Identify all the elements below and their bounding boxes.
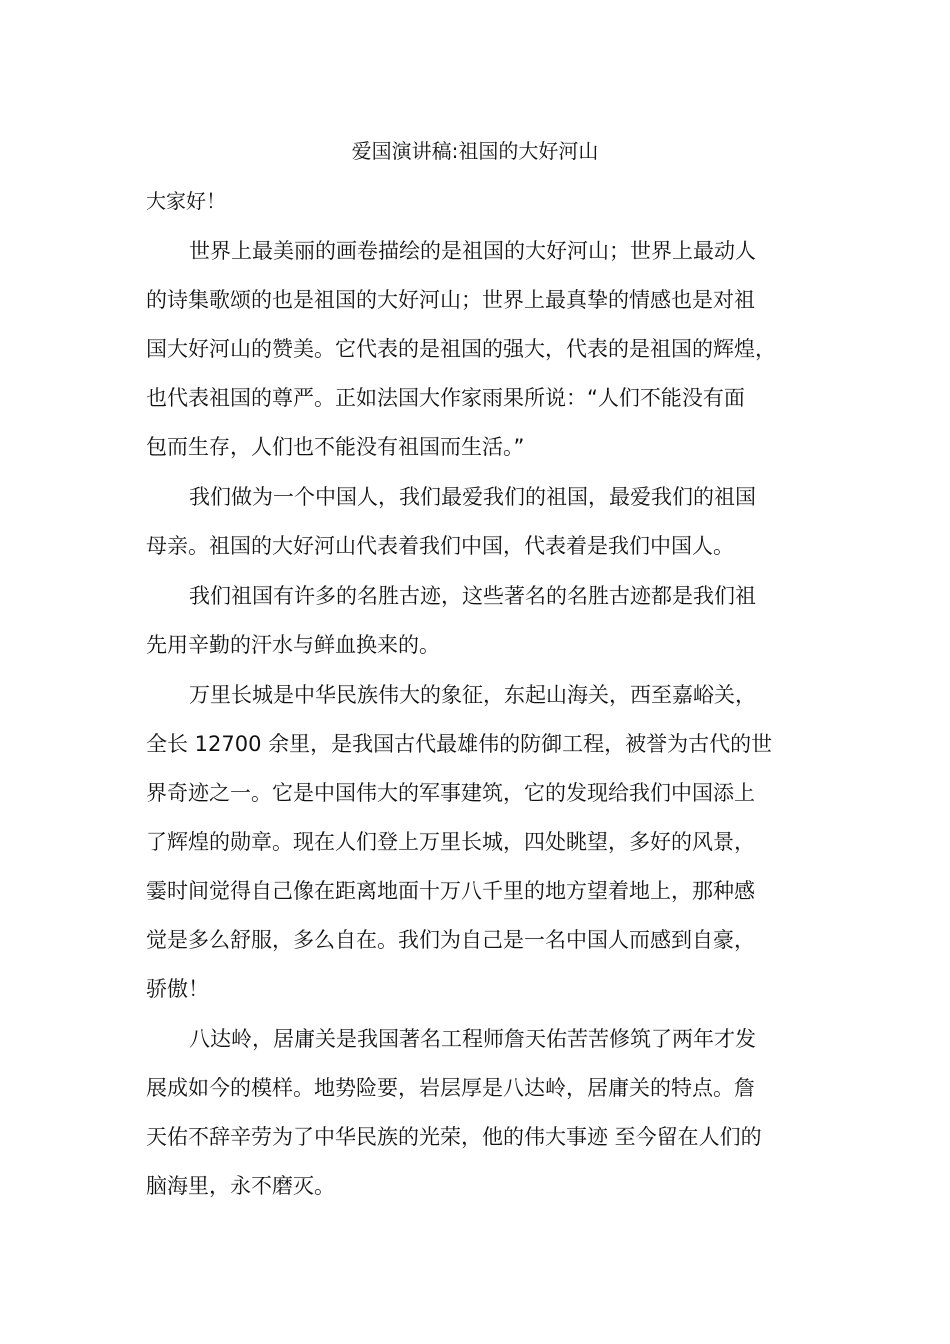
- paragraph-4-line-7: 骄傲！: [146, 977, 209, 1001]
- paragraph-4-line-6: 觉是多么舒服，多么自在。我们为自己是一名中国人而感到自豪，: [146, 928, 755, 952]
- paragraph-1-line-1: 世界上最美丽的画卷描绘的是祖国的大好河山；世界上最动人: [189, 239, 756, 263]
- paragraph-1-line-2: 的诗集歌颂的也是祖国的大好河山；世界上最真挚的情感也是对祖: [146, 288, 755, 312]
- paragraph-4-line-5: 霎时间觉得自己像在距离地面十万八千里的地方望着地上，那种感: [146, 879, 755, 903]
- paragraph-1-line-4: 也代表祖国的尊严。正如法国大作家雨果所说：“人们不能没有面: [146, 386, 745, 410]
- paragraph-3-line-2: 先用辛勤的汗水与鲜血换来的。: [146, 633, 440, 657]
- paragraph-3-line-1: 我们祖国有许多的名胜古迹，这些著名的名胜古迹都是我们祖: [189, 584, 756, 608]
- paragraph-1-line-3: 国大好河山的赞美。它代表的是祖国的强大，代表的是祖国的辉煌，: [146, 337, 776, 361]
- paragraph-2-line-2: 母亲。祖国的大好河山代表着我们中国，代表着是我们中国人。: [146, 534, 734, 558]
- paragraph-4-line-4: 了辉煌的勋章。现在人们登上万里长城，四处眺望，多好的风景，: [146, 830, 755, 854]
- document-title: 爱国演讲稿:祖国的大好河山: [351, 139, 599, 163]
- paragraph-5-line-1: 八达岭，居庸关是我国著名工程师詹天佑苦苦修筑了两年才发: [189, 1027, 756, 1051]
- paragraph-2-line-1: 我们做为一个中国人，我们最爱我们的祖国，最爱我们的祖国: [189, 485, 756, 509]
- paragraph-4-line-2: 全长 12700 余里，是我国古代最雄伟的防御工程，被誉为古代的世: [146, 732, 773, 756]
- paragraph-5-line-3: 天佑不辞辛劳为了中华民族的光荣，他的伟大事迹 至今留在人们的: [146, 1125, 762, 1149]
- greeting-text: 大家好！: [146, 189, 226, 213]
- paragraph-5-line-4: 脑海里，永不磨灭。: [146, 1174, 335, 1198]
- paragraph-4-line-3: 界奇迹之一。它是中国伟大的军事建筑，它的发现给我们中国添上: [146, 781, 755, 805]
- paragraph-1-line-5: 包而生存，人们也不能没有祖国而生活。”: [146, 435, 525, 459]
- paragraph-4-line-1: 万里长城是中华民族伟大的象征，东起山海关，西至嘉峪关，: [189, 683, 756, 707]
- paragraph-5-line-2: 展成如今的模样。地势险要，岩层厚是八达岭，居庸关的特点。詹: [146, 1076, 755, 1100]
